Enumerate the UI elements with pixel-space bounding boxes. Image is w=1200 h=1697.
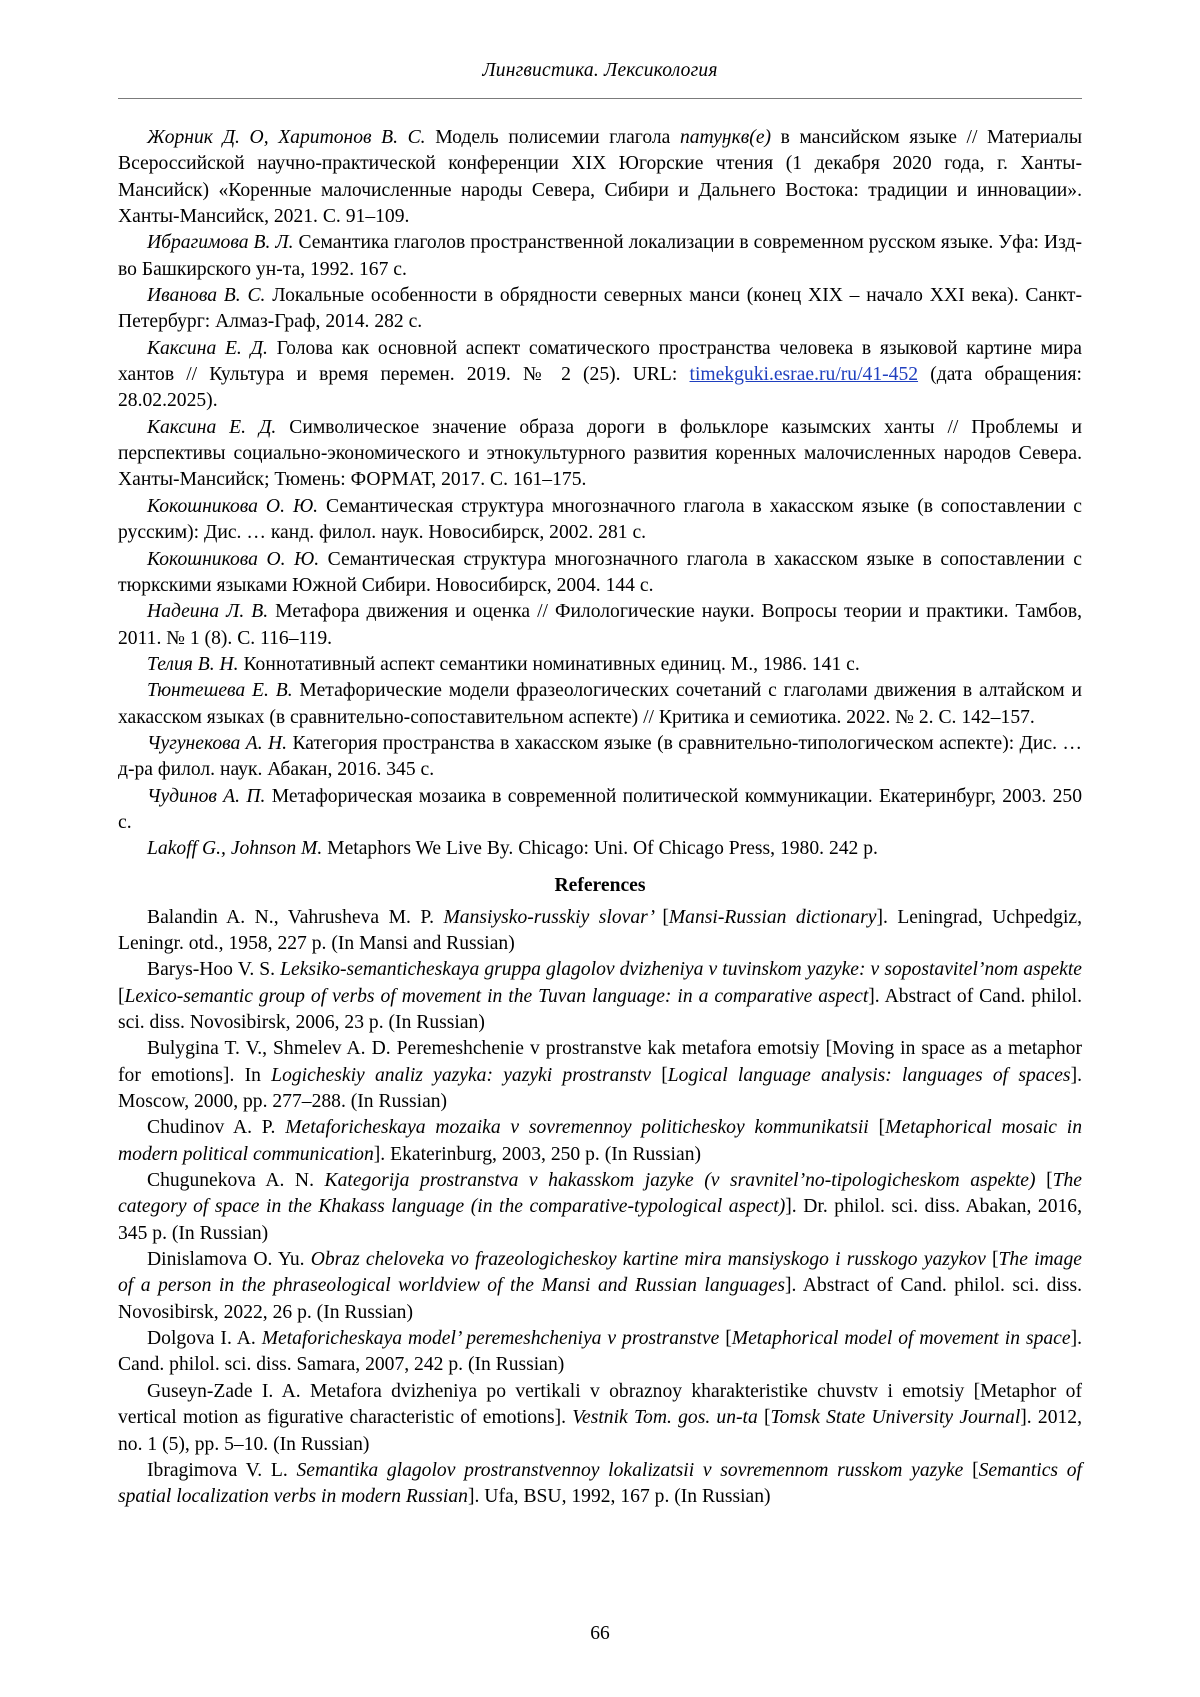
ref-bracket-open: [ — [972, 1459, 979, 1481]
ref-title-transliterated: Metaforicheskaya mozaika v sovremennoy politicheskoy kommunikatsii — [285, 1117, 879, 1139]
ref-part: Barys-Hoo V. S. — [147, 959, 281, 981]
ref-bracket-open: [ — [661, 1064, 668, 1086]
bib-text: Голова как основной аспект соматического пространства человека в языковой картине мира хантов // Культура и время перемен. 2019. № 2 (25). URL: — [118, 337, 1082, 386]
bibliography-entry — [118, 784, 1082, 837]
ref-title-transliterated: Kategorija prostranstva v hakasskom jazyke (v sravnitel’no-tipologicheskom aspekte) — [324, 1170, 1047, 1192]
bib-author: Кокошникова О. Ю. — [147, 495, 319, 517]
ref-bracket-open: [ — [764, 1407, 771, 1429]
ref-title-translated: Tomsk State University Journal — [770, 1407, 1021, 1429]
ref-bracket-open: [ — [991, 1249, 999, 1271]
bibliography-entry — [118, 652, 1082, 678]
reference-entry — [118, 1247, 1082, 1326]
header-divider — [118, 98, 1082, 99]
bibliography-entry — [118, 494, 1082, 547]
ref-part: Chudinov A. P. — [147, 1117, 286, 1139]
bibliography-entry — [118, 678, 1082, 731]
ref-title-transliterated: Semantika glagolov prostranstvennoy lokalizatsii v sovremennom russkom yazyke — [296, 1459, 973, 1481]
ref-tail: ]. Abstract of Cand. philol. sci. diss. Novosibirsk, 2006, 23 p. (In Russian) — [118, 985, 1083, 1033]
bib-text: Категория пространства в хакасском языке (в сравнительно-типологическом аспекте): Дис. … д-ра филол. наук. Абакан, 2016. 345 с. — [118, 732, 1082, 781]
bibliography-entry — [118, 731, 1082, 784]
ref-title-translated: The category of space in the Khakass language (in the comparative-typological aspect) — [118, 1170, 1082, 1218]
bibliography-entry — [118, 836, 1082, 862]
bib-text: Метафора движения и оценка // Филологические науки. Вопросы теории и практики. Тамбов, 2011. № 1 (8). С. 116–119. — [118, 601, 1082, 649]
bib-text-a: Модель полисемии глагола — [425, 127, 680, 148]
bib-text-tail: (дата обращения: 28.02.2025). — [118, 364, 1082, 412]
bibliography-entry — [118, 283, 1082, 336]
ref-bracket-open: [ — [662, 906, 669, 928]
bib-text: Семантическая структура многозначного глагола в хакасском языке (в сопоставлении с русским): Дис. … канд. филол. наук. Новосибирск, 2002. 281 с. — [118, 495, 1082, 544]
bibliography-entry — [118, 336, 1082, 415]
ref-part: Guseyn-Zade I. A. Metafora dvizheniya po vertikali v obraznoy kharakteristike chuvstv i emotsiy [Metaphor of vertical motion as figurative characteristic of emotions]. — [118, 1380, 1082, 1429]
ref-title-translated: The image of a person in the phraseological worldview of the Mansi and Russian languages — [118, 1249, 1082, 1297]
running-head: Лингвистика. Лексикология — [482, 60, 718, 81]
ref-title-transliterated: Leksiko-semanticheskaya gruppa glagolov dvizheniya v tuvinskom yazyke: v sopostavitel’nom aspekte — [280, 959, 1083, 981]
ref-tail: ]. 2012, no. 1 (5), pp. 5–10. (In Russian) — [118, 1407, 1082, 1455]
ref-tail: ]. Cand. philol. sci. diss. Samara, 2007, 242 p. (In Russian) — [118, 1328, 1082, 1376]
ref-bracket-open: [ — [118, 985, 125, 1007]
bib-text: Метафорические модели фразеологических сочетаний с глаголами движения в алтайском и хакасском языках (в сравнительно-сопоставительном аспекте) // Критика и семиотика. 2022. № 2. С. 142–157. — [118, 680, 1082, 728]
references-heading: References — [554, 874, 646, 896]
bib-author: Жорник Д. О, Харитонов В. С. — [147, 127, 426, 148]
reference-entry — [118, 1458, 1082, 1511]
bib-author: Чудинов А. П. — [147, 785, 266, 807]
bib-term: патуӈкв(е) — [679, 127, 772, 148]
reference-entry — [118, 1379, 1082, 1458]
ref-title-transliterated: Vestnik Tom. gos. un-ta — [572, 1407, 764, 1429]
bibliography-entry — [118, 547, 1082, 600]
ref-title-transliterated: Mansiysko-russkiy slovar’ — [443, 906, 663, 928]
bib-author: Каксина Е. Д. — [147, 416, 277, 438]
bibliography-entry — [118, 230, 1082, 283]
bib-author: Тюнтешева Е. В. — [147, 680, 293, 702]
ref-title-translated: Mansi-Russian dictionary — [668, 906, 877, 928]
ref-part: Balandin A. N., Vahrusheva M. P. — [147, 906, 444, 928]
ref-bracket-open: [ — [878, 1117, 886, 1139]
page-number: 66 — [590, 1623, 610, 1644]
ref-title-transliterated: Obraz cheloveka vo frazeologicheskoy kartine mira mansiyskogo i russkogo yazykov — [310, 1249, 992, 1271]
bib-author: Чугунекова А. Н. — [147, 732, 288, 754]
reference-entry — [118, 957, 1082, 1036]
references-list — [118, 905, 1082, 1511]
ref-part: Bulygina T. V., Shmelev A. D. Peremeshchenie v prostranstve kak metafora emotsiy [Moving in space as a metaphor for emotions]. In — [118, 1038, 1082, 1086]
bibliography-entry — [118, 599, 1082, 652]
bib-author: Телия В. Н. — [147, 653, 239, 675]
bib-text-b: в мансийском языке // Материалы Всероссийской научно-практической конференции XIX Югорские чтения (1 декабря 2020 года, г. Ханты-Мансийск) «Коренные малочисленные народы Севера, Сибири и Дальнего Востока: традиции и инновации». Ханты-Мансийск, 2021. С. 91–109. — [118, 127, 1082, 228]
bib-author: Каксина Е. Д. — [147, 337, 268, 359]
ref-tail: ]. Ekaterinburg, 2003, 250 p. (In Russian) — [373, 1143, 702, 1165]
ref-title-translated: Logical language analysis: languages of spaces — [667, 1064, 1071, 1086]
bib-text: Коннотативный аспект семантики номинативных единиц. М., 1986. 141 с. — [238, 653, 860, 675]
bib-text: Метафорическая мозаика в современной политической коммуникации. Екатеринбург, 2003. 250 с. — [118, 785, 1083, 833]
bib-text: Metaphors We Live By. Chicago: Uni. Of Chicago Press, 1980. 242 p. — [322, 838, 878, 860]
ref-tail: ]. Moscow, 2000, pp. 277–288. (In Russian) — [118, 1064, 1082, 1113]
ref-title-translated: Metaphorical model of movement in space — [731, 1328, 1071, 1350]
source-url-link[interactable]: timekguki.esrae.ru/ru/41-452 — [689, 364, 919, 386]
ref-bracket-open: [ — [1046, 1170, 1053, 1192]
ref-title-translated: Lexico-semantic group of verbs of movement in the Tuvan language: in a comparative aspect — [124, 985, 869, 1007]
bib-text: Семантика глаголов пространственной локализации в современном русском языке. Уфа: Изд-во Башкирского ун-та, 1992. 167 с. — [118, 232, 1082, 280]
bib-author: Ибрагимова В. Л. — [147, 232, 294, 254]
ref-tail: ]. Ufa, BSU, 1992, 167 p. (In Russian) — [467, 1486, 771, 1508]
reference-entry — [118, 1036, 1082, 1115]
bib-author: Иванова В. С. — [147, 285, 266, 307]
ref-title-transliterated: Logicheskiy analiz yazyka: yazyki prostranstv — [271, 1064, 662, 1086]
ref-part: Dinislamova O. Yu. — [147, 1249, 311, 1271]
bibliography-entry — [118, 125, 1082, 230]
ref-part: Chugunekova A. N. — [147, 1170, 325, 1192]
bib-author: Надеина Л. В. — [147, 601, 269, 623]
bibliography-entry — [118, 415, 1082, 494]
reference-entry — [118, 905, 1082, 958]
ref-tail: ]. Abstract of Cand. philol. sci. diss. Novosibirsk, 2022, 26 p. (In Russian) — [118, 1275, 1082, 1323]
bib-text: Локальные особенности в обрядности северных манси (конец XIX – начало XXI века). Санкт-Петербург: Алмаз-Граф, 2014. 282 с. — [118, 285, 1083, 333]
ref-title-translated: Metaphorical mosaic in modern political communication — [118, 1117, 1082, 1165]
ref-tail: ]. Leningrad, Uchpedgiz, Leningr. otd., 1958, 227 p. (In Mansi and Russian) — [118, 906, 1082, 954]
reference-entry — [118, 1115, 1082, 1168]
ref-part: Ibragimova V. L. — [147, 1459, 297, 1481]
ref-title-transliterated: Metaforicheskaya model’ peremeshcheniya v prostranstve — [261, 1328, 726, 1350]
bib-author: Кокошникова О. Ю. — [147, 548, 320, 570]
ref-tail: ]. Dr. philol. sci. diss. Abakan, 2016, 345 p. (In Russian) — [118, 1196, 1082, 1244]
ref-part: Dolgova I. A. — [147, 1328, 262, 1350]
bib-author: Lakoff G., Johnson M. — [147, 838, 323, 860]
ref-title-translated: Semantics of spatial localization verbs in modern Russian — [118, 1459, 1082, 1508]
ref-bracket-open: [ — [725, 1328, 732, 1350]
bib-text: Семантическая структура многозначного глагола в хакасском языке в сопоставлении с тюркскими языками Южной Сибири. Новосибирск, 2004. 144 с. — [118, 548, 1082, 596]
reference-entry — [118, 1168, 1082, 1247]
reference-entry — [118, 1326, 1082, 1379]
bib-text: Символическое значение образа дороги в фольклоре казымских ханты // Проблемы и перспективы социально-экономического и этнокультурного развития коренных малочисленных народов Севера. Ханты-Мансийск; Тюмень: ФОРМАТ, 2017. С. 161–175. — [118, 416, 1082, 491]
bibliography-list — [118, 125, 1082, 863]
